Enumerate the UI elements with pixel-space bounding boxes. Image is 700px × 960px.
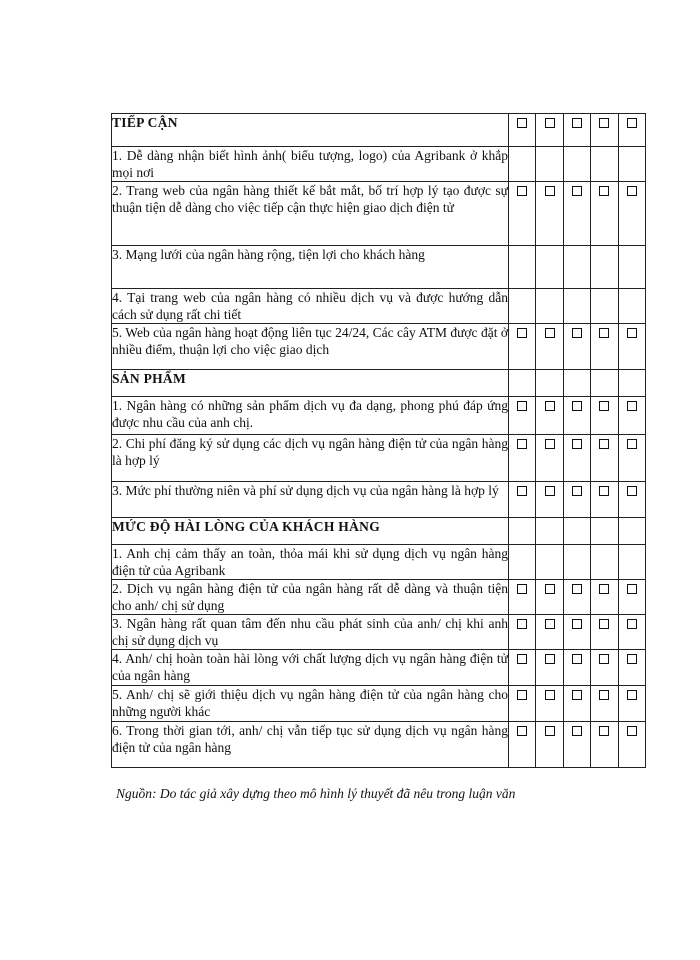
checkbox-icon[interactable] xyxy=(517,726,527,736)
checkbox-icon[interactable] xyxy=(572,726,582,736)
checkbox-icon[interactable] xyxy=(599,328,609,338)
rating-cell xyxy=(563,397,590,435)
question-text: 2. Trang web của ngân hàng thiết kế bắt mắt, bố trí hợp lý tạo được sự thuận tiện dễ dàng cho việc tiếp cận thực hiện giao dịch điện tử xyxy=(112,182,509,246)
question-row xyxy=(112,615,646,650)
rating-cell xyxy=(536,580,563,615)
section-title: SẢN PHẨM xyxy=(112,370,509,397)
rating-cell xyxy=(536,545,563,580)
rating-cell xyxy=(536,182,563,246)
rating-cell xyxy=(563,722,590,768)
rating-cell xyxy=(509,518,536,545)
rating-cell xyxy=(618,147,645,182)
rating-cell xyxy=(536,615,563,650)
checkbox-icon[interactable] xyxy=(627,401,637,411)
checkbox-icon[interactable] xyxy=(627,118,637,128)
question-row xyxy=(112,435,646,482)
rating-cell xyxy=(536,482,563,518)
rating-cell xyxy=(563,518,590,545)
rating-cell xyxy=(563,615,590,650)
rating-cell xyxy=(509,722,536,768)
rating-cell xyxy=(563,147,590,182)
checkbox-icon[interactable] xyxy=(627,654,637,664)
rating-cell xyxy=(563,324,590,370)
rating-cell xyxy=(536,246,563,289)
checkbox-icon[interactable] xyxy=(517,619,527,629)
rating-cell xyxy=(509,615,536,650)
rating-cell xyxy=(536,370,563,397)
question-text: 2. Dịch vụ ngân hàng điện tử của ngân hàng rất dễ dàng và thuận tiện cho anh/ chị sử dụng xyxy=(112,581,508,613)
question-row xyxy=(112,397,646,435)
checkbox-icon[interactable] xyxy=(545,619,555,629)
rating-cell xyxy=(509,650,536,686)
question-row xyxy=(112,650,646,686)
rating-cell xyxy=(618,545,645,580)
rating-cell xyxy=(563,686,590,722)
checkbox-icon[interactable] xyxy=(572,654,582,664)
checkbox-icon[interactable] xyxy=(627,439,637,449)
rating-cell xyxy=(591,289,618,324)
rating-cell xyxy=(563,545,590,580)
rating-cell xyxy=(591,397,618,435)
section-header-row xyxy=(112,518,646,545)
checkbox-icon[interactable] xyxy=(599,439,609,449)
survey-body xyxy=(112,114,646,768)
rating-cell xyxy=(591,722,618,768)
question-row xyxy=(112,324,646,370)
rating-cell xyxy=(509,370,536,397)
checkbox-icon[interactable] xyxy=(599,654,609,664)
question-row xyxy=(112,182,646,246)
checkbox-icon[interactable] xyxy=(545,584,555,594)
checkbox-icon[interactable] xyxy=(517,401,527,411)
rating-cell xyxy=(618,686,645,722)
checkbox-icon[interactable] xyxy=(517,584,527,594)
checkbox-icon[interactable] xyxy=(599,186,609,196)
source-note: Nguồn: Do tác giả xây dựng theo mô hình lý thuyết đã nêu trong luận văn xyxy=(116,786,516,801)
rating-cell xyxy=(536,518,563,545)
checkbox-icon[interactable] xyxy=(517,690,527,700)
checkbox-icon[interactable] xyxy=(599,486,609,496)
checkbox-icon[interactable] xyxy=(627,486,637,496)
checkbox-icon[interactable] xyxy=(599,619,609,629)
checkbox-icon[interactable] xyxy=(517,486,527,496)
checkbox-icon[interactable] xyxy=(517,328,527,338)
checkbox-icon[interactable] xyxy=(545,118,555,128)
rating-cell xyxy=(618,615,645,650)
rating-cell xyxy=(618,518,645,545)
rating-cell xyxy=(536,114,563,147)
rating-cell xyxy=(618,482,645,518)
rating-cell xyxy=(591,324,618,370)
rating-cell xyxy=(563,370,590,397)
rating-cell xyxy=(618,722,645,768)
rating-cell xyxy=(591,615,618,650)
rating-cell xyxy=(536,147,563,182)
rating-cell xyxy=(563,289,590,324)
section-header-row xyxy=(112,114,646,147)
rating-cell xyxy=(618,370,645,397)
question-text: 6. Trong thời gian tới, anh/ chị vẫn tiếp tục sử dụng dịch vụ ngân hàng điện tử của ngân hàng xyxy=(112,722,509,768)
rating-cell xyxy=(618,324,645,370)
question-text: 5. Web của ngân hàng hoạt động liên tục 24/24, Các cây ATM được đặt ở nhiều điểm, thuận lợi cho việc giao dịch xyxy=(112,324,509,370)
checkbox-icon[interactable] xyxy=(517,118,527,128)
rating-cell xyxy=(509,182,536,246)
checkbox-icon[interactable] xyxy=(545,328,555,338)
question-text: 3. Ngân hàng rất quan tâm đến nhu cầu phát sinh của anh/ chị khi anh chị sử dụng dịch vụ xyxy=(112,616,508,648)
rating-cell xyxy=(509,246,536,289)
checkbox-icon[interactable] xyxy=(599,584,609,594)
rating-cell xyxy=(509,289,536,324)
checkbox-icon[interactable] xyxy=(517,654,527,664)
rating-cell xyxy=(618,182,645,246)
rating-cell xyxy=(618,114,645,147)
rating-cell xyxy=(563,435,590,482)
question-row xyxy=(112,722,646,768)
rating-cell xyxy=(509,147,536,182)
rating-cell xyxy=(563,650,590,686)
rating-cell xyxy=(591,580,618,615)
question-row xyxy=(112,482,646,518)
question-row xyxy=(112,147,646,182)
rating-cell xyxy=(536,722,563,768)
rating-cell xyxy=(509,482,536,518)
question-text: 1. Ngân hàng có những sản phẩm dịch vụ đa dạng, phong phú đáp ứng được nhu cầu của anh chị. xyxy=(112,397,509,435)
rating-cell xyxy=(509,686,536,722)
checkbox-icon[interactable] xyxy=(627,619,637,629)
rating-cell xyxy=(509,545,536,580)
rating-cell xyxy=(591,518,618,545)
checkbox-icon[interactable] xyxy=(572,328,582,338)
rating-cell xyxy=(536,686,563,722)
rating-cell xyxy=(563,580,590,615)
checkbox-icon[interactable] xyxy=(572,486,582,496)
question-text: 1. Anh chị cảm thấy an toàn, thỏa mái khi sử dụng dịch vụ ngân hàng điện tử của Agribank xyxy=(112,546,508,578)
checkbox-icon[interactable] xyxy=(572,619,582,629)
checkbox-icon[interactable] xyxy=(599,726,609,736)
checkbox-icon[interactable] xyxy=(627,328,637,338)
rating-cell xyxy=(618,289,645,324)
checkbox-icon[interactable] xyxy=(517,186,527,196)
question-row xyxy=(112,580,646,615)
checkbox-icon[interactable] xyxy=(545,726,555,736)
checkbox-icon[interactable] xyxy=(545,654,555,664)
rating-cell xyxy=(563,182,590,246)
rating-cell xyxy=(563,246,590,289)
rating-cell xyxy=(591,246,618,289)
rating-cell xyxy=(536,650,563,686)
checkbox-icon[interactable] xyxy=(545,401,555,411)
checkbox-icon[interactable] xyxy=(599,690,609,700)
checkbox-icon[interactable] xyxy=(517,439,527,449)
question-text: 3. Mạng lưới của ngân hàng rộng, tiện lợi cho khách hàng xyxy=(112,246,509,289)
rating-cell xyxy=(591,114,618,147)
checkbox-icon[interactable] xyxy=(572,401,582,411)
question-row xyxy=(112,545,646,580)
checkbox-icon[interactable] xyxy=(545,439,555,449)
rating-cell xyxy=(509,580,536,615)
question-text: 3. Mức phí thường niên và phí sử dụng dịch vụ của ngân hàng là hợp lý xyxy=(112,482,509,518)
rating-cell xyxy=(536,397,563,435)
checkbox-icon[interactable] xyxy=(572,186,582,196)
rating-cell xyxy=(536,435,563,482)
question-row xyxy=(112,686,646,722)
rating-cell xyxy=(509,397,536,435)
rating-cell xyxy=(591,545,618,580)
question-text: 4. Tại trang web của ngân hàng có nhiều dịch vụ và được hướng dẫn cách sử dụng rất chi tiết xyxy=(112,290,508,322)
rating-cell xyxy=(509,435,536,482)
rating-cell xyxy=(591,182,618,246)
rating-cell xyxy=(509,114,536,147)
survey-table xyxy=(111,113,646,768)
checkbox-icon[interactable] xyxy=(572,690,582,700)
rating-cell xyxy=(591,435,618,482)
rating-cell xyxy=(618,650,645,686)
question-text: 4. Anh/ chị hoàn toàn hài lòng với chất lượng dịch vụ ngân hàng điện tử của ngân hàng xyxy=(112,650,509,686)
rating-cell xyxy=(563,114,590,147)
rating-cell xyxy=(509,324,536,370)
checkbox-icon[interactable] xyxy=(599,118,609,128)
checkbox-icon[interactable] xyxy=(572,118,582,128)
rating-cell xyxy=(618,580,645,615)
checkbox-icon[interactable] xyxy=(627,690,637,700)
question-row xyxy=(112,246,646,289)
section-title: MỨC ĐỘ HÀI LÒNG CỦA KHÁCH HÀNG xyxy=(112,518,509,545)
rating-cell xyxy=(536,289,563,324)
checkbox-icon[interactable] xyxy=(572,584,582,594)
rating-cell xyxy=(591,482,618,518)
rating-cell xyxy=(591,370,618,397)
checkbox-icon[interactable] xyxy=(627,584,637,594)
question-text: 1. Dễ dàng nhận biết hình ảnh( biểu tượng, logo) của Agribank ở khắp mọi nơi xyxy=(112,148,508,180)
rating-cell xyxy=(591,650,618,686)
question-text: 2. Chi phí đăng ký sử dụng các dịch vụ ngân hàng điện tử của ngân hàng là hợp lý xyxy=(112,435,509,482)
checkbox-icon[interactable] xyxy=(627,726,637,736)
rating-cell xyxy=(618,246,645,289)
question-text: 5. Anh/ chị sẽ giới thiệu dịch vụ ngân hàng điện tử của ngân hàng cho những người khác xyxy=(112,686,509,722)
checkbox-icon[interactable] xyxy=(545,186,555,196)
checkbox-icon[interactable] xyxy=(599,401,609,411)
rating-cell xyxy=(591,686,618,722)
checkbox-icon[interactable] xyxy=(545,486,555,496)
section-title: TIẾP CẬN xyxy=(112,114,509,147)
rating-cell xyxy=(563,482,590,518)
rating-cell xyxy=(591,147,618,182)
rating-cell xyxy=(618,397,645,435)
rating-cell xyxy=(618,435,645,482)
checkbox-icon[interactable] xyxy=(545,690,555,700)
rating-cell xyxy=(536,324,563,370)
question-row xyxy=(112,289,646,324)
checkbox-icon[interactable] xyxy=(627,186,637,196)
checkbox-icon[interactable] xyxy=(572,439,582,449)
section-header-row xyxy=(112,370,646,397)
